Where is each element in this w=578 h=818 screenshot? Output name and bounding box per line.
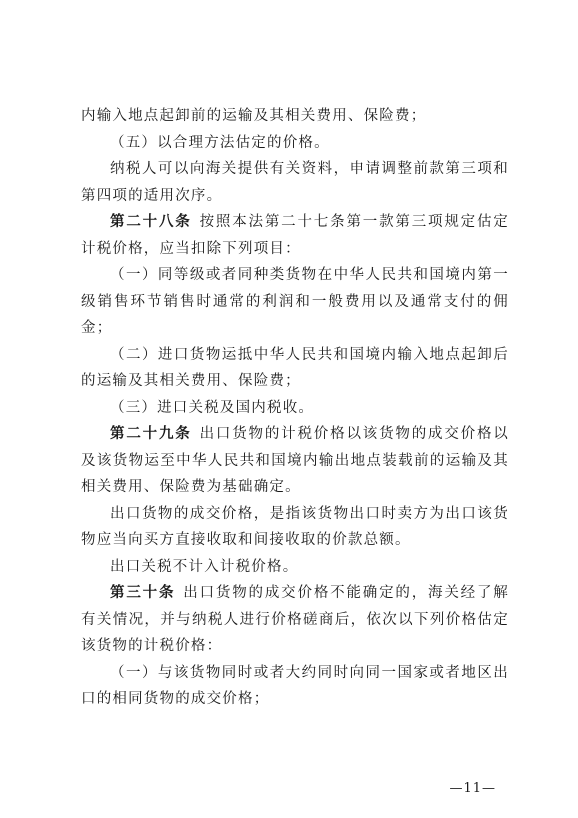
paragraph-6	[81, 342, 509, 395]
paragraph-text: 出口关税不计入计税价格。	[110, 558, 299, 575]
page-number: —11—	[449, 781, 496, 796]
page-body	[81, 103, 509, 713]
article-heading: 第二十八条	[110, 214, 192, 230]
paragraph-text: 出口货物的成交价格，是指该货物出口时卖方为出口该货物应当向买方直接收取和间接收取的价款总额。	[81, 505, 509, 548]
article-29	[81, 421, 509, 501]
paragraph-text: （一）同等级或者同种类货物在中华人民共和国境内第一级销售环节销售时通常的利润和一般费用以及通常支付的佣金；	[81, 267, 509, 336]
paragraph-1	[81, 103, 509, 130]
paragraph-9	[81, 501, 509, 554]
paragraph-10	[81, 554, 509, 581]
paragraph-text: 出口货物的成交价格不能确定的，海关经了解有关情况，并与纳税人进行价格磋商后，依次以下列价格估定该货物的计税价格：	[81, 585, 509, 654]
article-30	[81, 580, 509, 660]
article-28	[81, 209, 509, 262]
paragraph-text: （二）进口货物运抵中华人民共和国境内输入地点起卸后的运输及其相关费用、保险费；	[81, 346, 509, 389]
article-heading: 第二十九条	[110, 426, 192, 442]
paragraph-text: 内输入地点起卸前的运输及其相关费用、保险费；	[81, 108, 427, 124]
paragraph-text: （一）与该货物同时或者大约同时向同一国家或者地区出口的相同货物的成交价格；	[81, 664, 509, 707]
paragraph-text: 出口货物的计税价格以该货物的成交价格以及该货物运至中华人民共和国境内输出地点装载前的运输及其相关费用、保险费为基础确定。	[81, 426, 509, 495]
paragraph-5	[81, 262, 509, 342]
paragraph-12	[81, 660, 509, 713]
paragraph-2	[81, 130, 509, 157]
paragraph-text: （三）进口关税及国内税收。	[110, 399, 315, 416]
paragraph-text: （五）以合理方法估定的价格。	[110, 134, 330, 151]
paragraph-3	[81, 156, 509, 209]
paragraph-text: 纳税人可以向海关提供有关资料，申请调整前款第三项和第四项的适用次序。	[81, 161, 509, 204]
paragraph-7	[81, 395, 509, 422]
paragraph-text: 按照本法第二十七条第一款第三项规定估定计税价格，应当扣除下列项目：	[81, 214, 509, 257]
article-heading: 第三十条	[110, 585, 176, 601]
